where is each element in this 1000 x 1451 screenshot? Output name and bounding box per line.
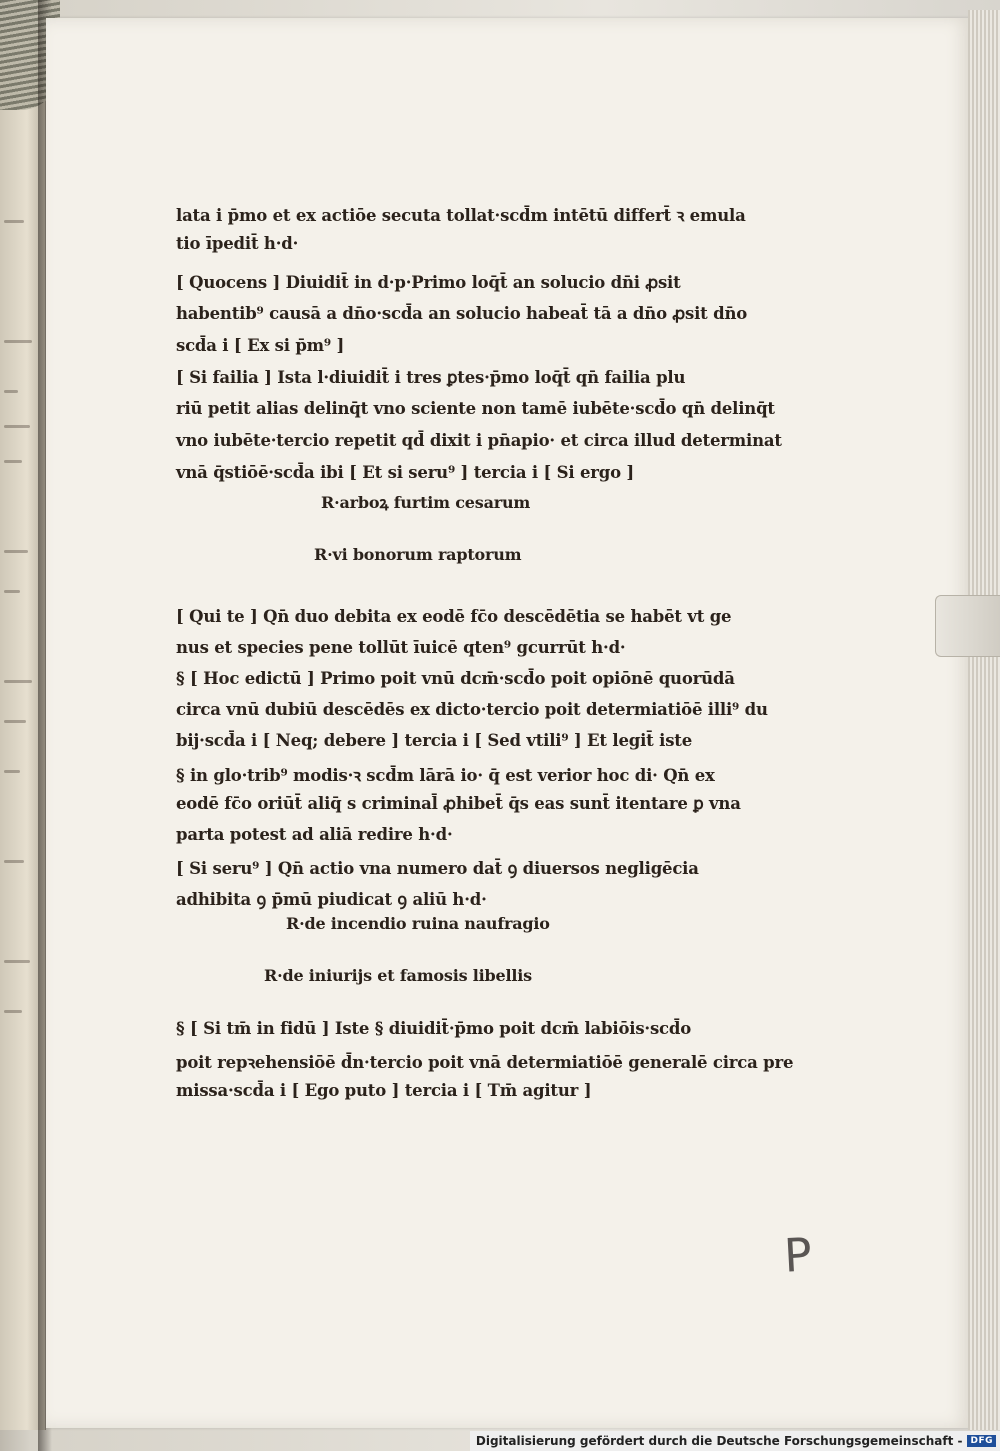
page-clip [935,595,1000,657]
page-stack-edge [968,10,1000,1430]
rubric-heading: R·de incendio ruina naufragio [286,914,550,933]
footer-text: Digitalisierung gefördert durch die Deutsche Forschungsgemeinschaft - [475,1434,963,1448]
rubric-heading: R·vi bonorum raptorum [314,545,522,564]
rubric-heading: R·de iniurijs et famosis libellis [264,966,532,985]
text-line: tio īpedit̄ h·d· [176,234,299,253]
text-line: bij·scd̄a i [ Neq; debere ] tercia i [ Sed vtili⁹ ] Et legit̄ iste [176,731,693,750]
rubric-heading: R·arboꝝ furtim cesarum [321,493,531,512]
text-line: adhibita ꝯ p̄mū piudicat ꝯ aliū h·d· [176,890,487,909]
text-line: vno iubēte·tercio repetit qd̄ dixit i pn̄apio· et circa illud determinat [176,431,782,450]
text-line: riū petit alias delinq̄t vno sciente non tamē iubēte·scd̄o qn̄ delinq̄t [176,399,775,418]
text-line: § [ Hoc edictū ] Primo poit vnū dcm̄·scd̄o poit opiōnē quorūdā [176,669,735,688]
text-line: [ Si failia ] Ista l·diuidit̄ i tres ꝑtes·p̄mo loq̄t̄ qn̄ failia plu [176,368,686,387]
text-line: habentib⁹ causā a dn̄o·scd̄a an solucio habeat̄ tā a dn̄o ꝓsit dn̄o [176,304,748,323]
text-line: circa vnū dubiū descēdēs ex dicto·tercio poit determiatiōē illi⁹ du [176,700,768,719]
text-line: [ Quocens ] Diuidit̄ in d·p·Primo loq̄t̄ an solucio dn̄i ꝓsit [176,273,681,292]
text-line: § in glo·trib⁹ modis·ꝛ scd̄m lārā io· q̄ est verior hoc di· Qn̄ ex [176,766,715,785]
handwritten-mark: P [782,1227,814,1283]
dfg-logo-icon: DFG [967,1435,996,1447]
text-line: eodē fc̄o oriūt̄ aliq̄ s criminal̄ ꝓhibet̄ q̄s eas sunt̄ itentare ꝑ vna [176,794,741,813]
text-line: poit repꝛehensiōē d̄n·tercio poit vnā determiatiōē generalē circa pre [176,1053,794,1072]
text-line: [ Si seru⁹ ] Qn̄ actio vna numero dat̄ ꝯ diuersos negligēcia [176,859,699,878]
text-line: scd̄a i [ Ex si p̄m⁹ ] [176,336,345,355]
text-line: nus et species pene tollūt īuicē qten⁹ gcurrūt h·d· [176,638,626,657]
text-line: parta potest ad aliā redire h·d· [176,825,453,844]
text-line: [ Qui te ] Qn̄ duo debita ex eodē fc̄o descēdētia se habēt vt ge [176,607,732,626]
text-line: lata i p̄mo et ex actiōe secuta tollat·scd̄m intētū differt̄ ꝛ emula [176,206,746,225]
book-page [46,18,970,1428]
text-line: vnā q̄stiōē·scd̄a ibi [ Et si seru⁹ ] tercia i [ Si ergo ] [176,463,635,482]
footer-credit [470,1431,1000,1451]
text-line: § [ Si tm̄ in fidū ] Iste § diuidit̄·p̄mo poit dcm̄ labiōis·scd̄o [176,1019,692,1038]
text-line: missa·scd̄a i [ Ego puto ] tercia i [ Tm̄ agitur ] [176,1081,592,1100]
